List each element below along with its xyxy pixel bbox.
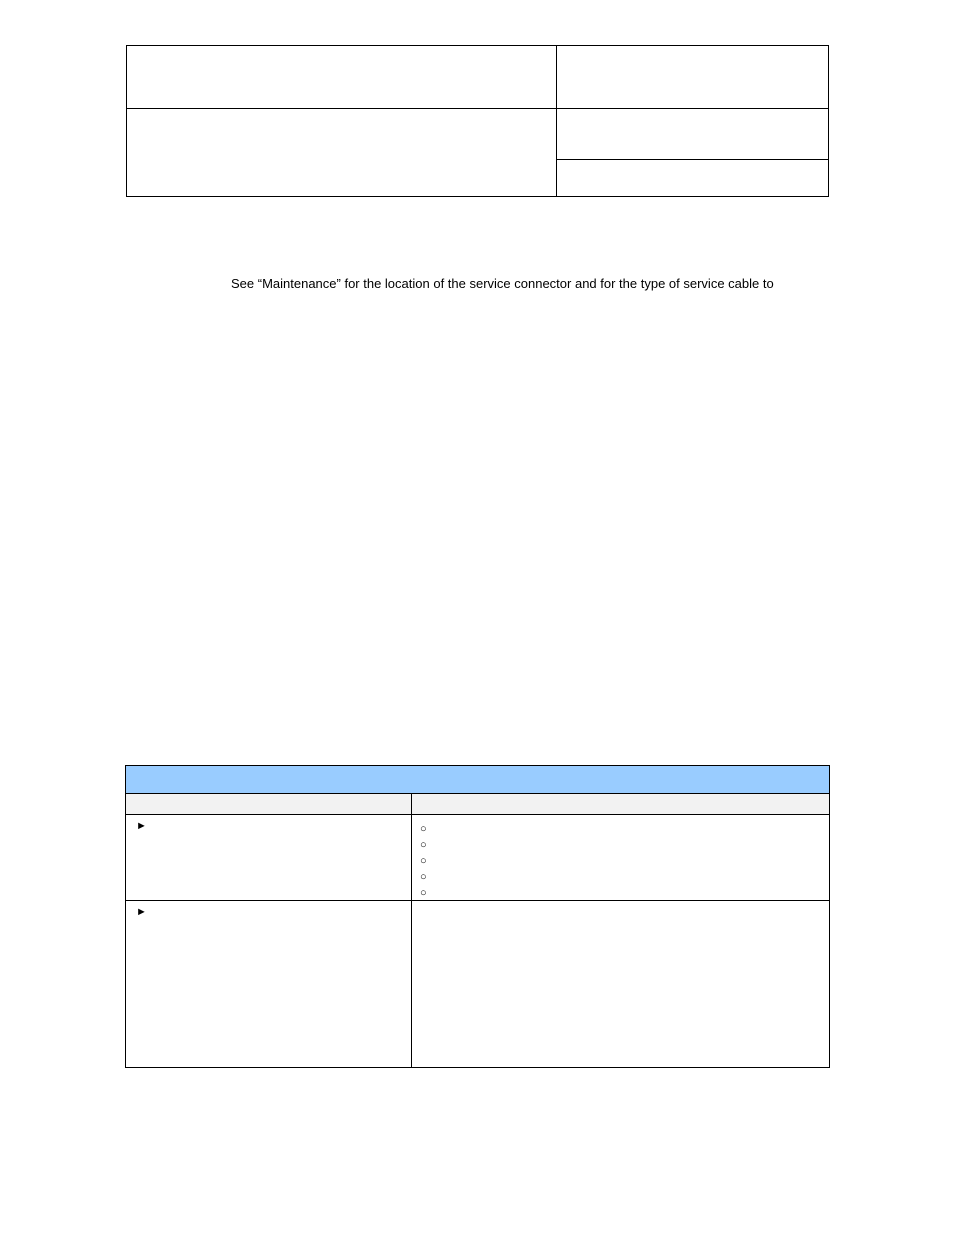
bottom-table-column-headers (126, 794, 829, 815)
bottom-table-column-divider (411, 794, 412, 1067)
bottom-table-row-divider (126, 900, 829, 901)
top-table-right-cell-divider (556, 159, 828, 160)
top-table (126, 45, 829, 197)
top-table-row-divider (127, 108, 828, 109)
list-item: ○ (420, 887, 427, 899)
list-item: ○ (420, 855, 427, 867)
row-2-arrow-icon: ► (136, 906, 147, 918)
top-table-column-divider (556, 46, 557, 196)
list-item: ○ (420, 839, 427, 851)
maintenance-note: See “Maintenance” for the location of the service connector and for the type of service cable to (231, 276, 774, 291)
list-item: ○ (420, 823, 427, 835)
list-item: ○ (420, 871, 427, 883)
bottom-table (125, 765, 830, 1068)
row-1-arrow-icon: ► (136, 820, 147, 832)
bottom-table-header (126, 766, 829, 794)
row-1-bullet-list (420, 821, 427, 901)
